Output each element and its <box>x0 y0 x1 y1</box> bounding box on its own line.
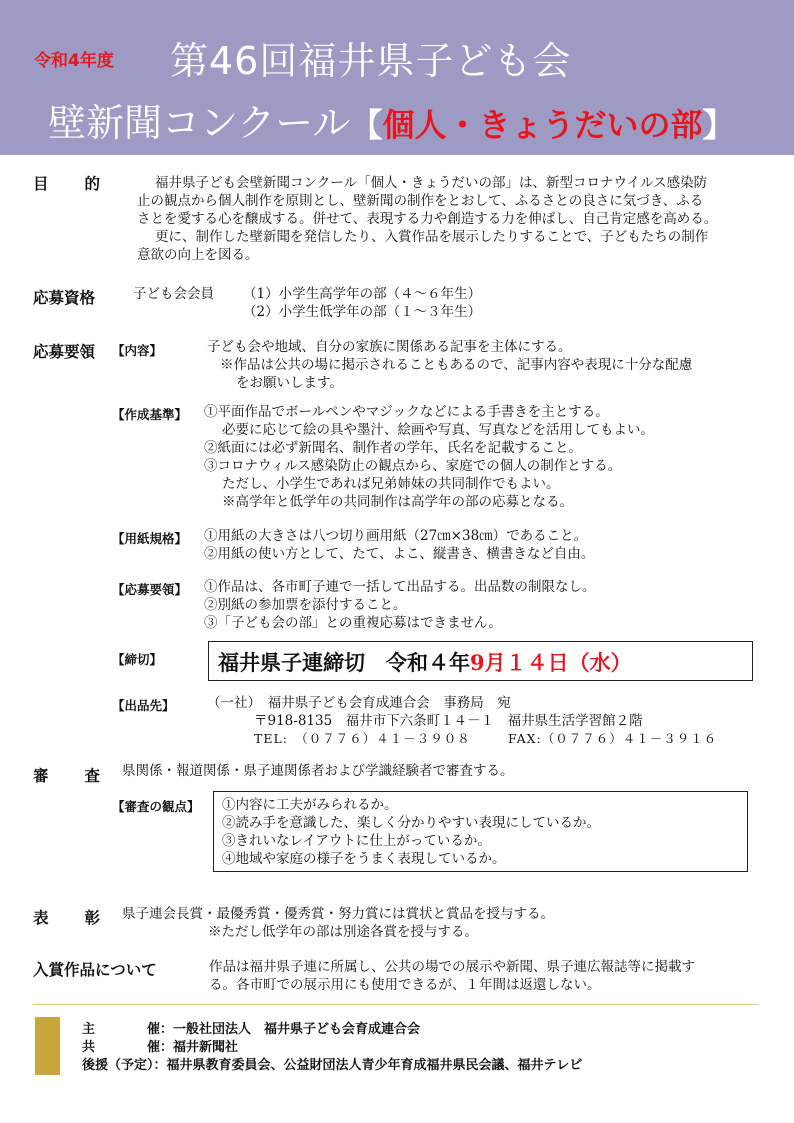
content-line-2: ※作品は公共の場に掲示されることもあるので、記事内容や表現に十分な配慮 <box>220 357 693 373</box>
content-line-3: をお願いします。 <box>236 375 343 391</box>
award-note: ※ただし低学年の部は別途各賞を授与する。 <box>208 924 478 940</box>
criteria-label: 【作成基準】 <box>112 407 188 422</box>
guidelines-heading: 応募要領 <box>33 343 96 361</box>
winning-works-heading: 入賞作品について <box>33 961 157 979</box>
footer-sponsor-support: 後援（予定）：福井県教育委員会、公益財団法人青少年育成福井県民会議、福井テレビ <box>82 1058 583 1073</box>
title-line-2 <box>48 92 735 147</box>
submit-fax: FAX:（０７７６）４１－３９１６ <box>508 731 718 746</box>
title-bracket-close: 】 <box>702 106 735 144</box>
deadline-date: 9月１４日（水） <box>470 650 632 675</box>
fiscal-year-label: 令和4年度 <box>34 51 114 71</box>
purpose-heading: 目 的 <box>33 175 101 193</box>
application-line-3: ③「子ども会の部」との重複応募はできません。 <box>204 615 502 631</box>
content-line-1: 子ども会や地域、自分の家族に関係ある記事を主体にする。 <box>207 339 572 355</box>
submit-address: 〒918-8135 福井市下六条町１４－１ 福井県生活学習館２階 <box>254 713 643 729</box>
deadline-label: 【締切】 <box>112 652 163 667</box>
footer-divider <box>33 1004 758 1005</box>
winning-works-line-1: 作品は福井県子連に所属し、公共の場での展示や新聞、県子連広報誌等に掲載す <box>209 959 695 975</box>
title-bracket-open: 【 <box>350 106 383 144</box>
review-text: 県関係・報道関係・県子連関係者および学識経験者で審査する。 <box>122 763 514 779</box>
criteria-line-4: ③コロナウィルス感染防止の観点から、家庭での個人の制作とする。 <box>204 458 622 474</box>
viewpoint-2: ②読み手を意識した、楽しく分かりやすい表現にしているか。 <box>222 815 600 831</box>
submit-label: 【出品先】 <box>112 698 175 713</box>
paper-line-2: ②用紙の使い方として、たて、よこ、縦書き、横書きなど自由。 <box>204 546 595 562</box>
criteria-line-3: ②紙面には必ず新聞名、制作者の学年、氏名を記載すること。 <box>204 440 582 456</box>
criteria-line-2: 必要に応じて絵の具や墨汁、絵画や写真、写真などを活用してもよい。 <box>222 422 654 438</box>
winning-works-line-2: る。各市町での展示用にも使用できるが、１年間は返還しない。 <box>209 977 601 993</box>
paper-label: 【用紙規格】 <box>112 531 188 546</box>
footer-accent-bar <box>35 1017 60 1075</box>
purpose-line-4: 更に、制作した壁新聞を発信したり、入賞作品を展示したりすることで、子どもたちの制作 <box>155 229 709 245</box>
header-banner <box>0 0 794 155</box>
title-line-1: 第46回福井県子ども会 <box>170 39 572 83</box>
title-division: 個人・きょうだいの部 <box>382 106 703 144</box>
award-text: 県子連会長賞・最優秀賞・優秀賞・努力賞には賞状と賞品を授与する。 <box>122 906 554 922</box>
viewpoint-1: ①内容に工夫がみられるか。 <box>222 797 398 813</box>
award-heading: 表 彰 <box>33 909 101 927</box>
paper-line-1: ①用紙の大きさは八つ切り画用紙（27㎝×38㎝）であること。 <box>204 528 588 544</box>
deadline-text: 福井県子連締切 令和４年9月１４日（水） <box>218 650 632 675</box>
purpose-line-3: さとを愛する心を醸成する。併せて、表現する力や創造する力を伸ばし、自己肯定感を高める。 <box>137 211 718 227</box>
criteria-line-6: ※高学年と低学年の共同制作は高学年の部の応募となる。 <box>222 494 573 510</box>
eligibility-heading: 応募資格 <box>33 289 96 307</box>
eligibility-lower: （2）小学生低学年の部（１～３年生） <box>243 304 482 320</box>
submit-phone: TEL: （０７７６）４１－３９０８ <box>254 731 471 746</box>
application-line-1: ①作品は、各市町子連で一括して出品する。出品数の制限なし。 <box>204 579 596 595</box>
application-line-2: ②別紙の参加票を添付すること。 <box>204 597 407 613</box>
submit-org: （一社） 福井県子ども会育成連合会 事務局 宛 <box>207 695 511 711</box>
content-label: 【内容】 <box>112 343 163 358</box>
review-viewpoint-label: 【審査の観点】 <box>112 799 200 814</box>
criteria-line-5: ただし、小学生であれば兄弟姉妹の共同制作でもよい。 <box>222 476 560 492</box>
viewpoint-4: ④地域や家庭の様子をうまく表現しているか。 <box>222 851 506 867</box>
viewpoint-3: ③きれいなレイアウトに仕上がっているか。 <box>222 833 491 849</box>
eligibility-upper: （1）小学生高学年の部（４～６年生） <box>243 286 482 302</box>
eligibility-member: 子ども会会員 <box>133 286 214 302</box>
purpose-line-5: 意欲の向上を図る。 <box>137 247 259 263</box>
footer-sponsor-host: 主 催：一般社団法人 福井県子ども会育成連合会 <box>82 1022 421 1037</box>
purpose-line-2: 止の観点から個人制作を原則とし、壁新聞の制作をとおして、ふるさとの良さに気づき、ふる <box>137 193 704 209</box>
purpose-line-1: 福井県子ども会壁新聞コンクール「個人・きょうだいの部」は、新型コロナウイルス感染防 <box>155 175 708 191</box>
title-main: 壁新聞コンクール <box>48 101 351 145</box>
application-label: 【応募要領】 <box>112 582 188 597</box>
footer-sponsor-cohost: 共 催：福井新聞社 <box>82 1040 239 1055</box>
review-heading: 審 査 <box>33 767 101 785</box>
criteria-line-1: ①平面作品でボールペンやマジックなどによる手書きを主とする。 <box>204 404 609 420</box>
